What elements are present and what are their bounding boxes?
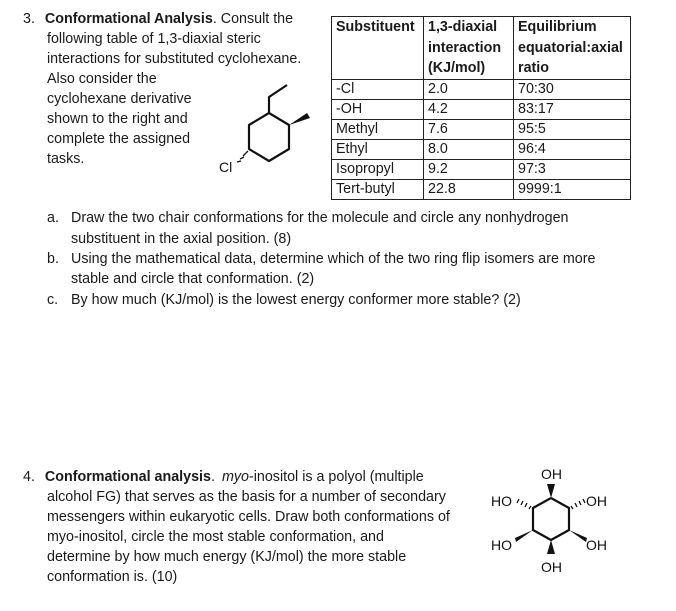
header-line: equatorial:axial bbox=[518, 39, 623, 56]
inositol-label-right-lower: OH bbox=[586, 537, 607, 553]
task-b-line-1: Using the mathematical data, determine which of the two ring flip isomers are more bbox=[71, 251, 596, 267]
header-line: interaction bbox=[428, 39, 502, 56]
table-header-substituent bbox=[332, 17, 424, 80]
q4-line1-rest: -inositol is a polyol (multiple bbox=[248, 469, 424, 485]
q3-intro-3: Also consider the bbox=[47, 71, 157, 87]
q4-line-4: myo-inositol, circle the most stable conformation, and bbox=[47, 529, 384, 545]
table-cell: 8.0 bbox=[424, 139, 514, 159]
task-b-line-2: stable and circle that conformation. (2) bbox=[71, 271, 315, 287]
table-cell: 97:3 bbox=[514, 159, 631, 179]
q3-number: 3. bbox=[23, 11, 35, 27]
q3-intro-2: interactions for substituted cyclohexane. bbox=[47, 51, 302, 67]
q3-intro-4: cyclohexane derivative bbox=[47, 91, 192, 107]
q3-intro-7: tasks. bbox=[47, 151, 85, 167]
q4-italic-word: myo bbox=[221, 469, 249, 485]
inositol-label-left-upper: HO bbox=[491, 493, 512, 509]
table-cell: 70:30 bbox=[514, 79, 631, 99]
q4-myo-inositol-structure bbox=[485, 462, 620, 582]
q4-line-3: messengers within eukaryotic cells. Draw both conformations of bbox=[47, 509, 450, 525]
table-cell: 2.0 bbox=[424, 79, 514, 99]
table-cell: 22.8 bbox=[424, 179, 514, 199]
inositol-label-left-lower: HO bbox=[491, 537, 512, 553]
inositol-label-top: OH bbox=[541, 466, 562, 482]
q4-title: Conformational analysis bbox=[44, 469, 211, 485]
table-cell: 9.2 bbox=[424, 159, 514, 179]
table-row bbox=[332, 159, 631, 179]
q3-line-1 bbox=[23, 10, 293, 30]
q4-line-1 bbox=[23, 468, 424, 488]
q4-line-6: conformation is. (10) bbox=[47, 569, 178, 585]
task-b-letter: b. bbox=[47, 251, 59, 267]
q3-intro-1: following table of 1,3-diaxial steric bbox=[47, 31, 261, 47]
table-header-interaction bbox=[424, 17, 514, 80]
task-a-line-2: substituent in the axial position. (8) bbox=[71, 231, 292, 247]
q4-number: 4. bbox=[23, 469, 35, 485]
q3-intro-5: shown to the right and bbox=[47, 111, 188, 127]
task-c-letter: c. bbox=[47, 292, 59, 308]
table-cell: 9999:1 bbox=[514, 179, 631, 199]
q3-structure-cl-label: Cl bbox=[219, 159, 233, 175]
table-cell: Isopropyl bbox=[332, 159, 424, 179]
q3-steric-table bbox=[331, 16, 631, 200]
q4-title-suffix: . bbox=[210, 469, 215, 485]
table-cell: 7.6 bbox=[424, 119, 514, 139]
q3-cyclohexane-structure bbox=[212, 80, 327, 180]
table-cell: 96:4 bbox=[514, 139, 631, 159]
table-cell: 95:5 bbox=[514, 119, 631, 139]
table-cell: -OH bbox=[332, 99, 424, 119]
q4-line-2: alcohol FG) that serves as the basis for a number of secondary bbox=[47, 489, 446, 505]
header-line: ratio bbox=[518, 60, 549, 76]
task-c-line-1: By how much (KJ/mol) is the lowest energy conformer more stable? (2) bbox=[71, 292, 521, 308]
q3-intro-6: complete the assigned bbox=[47, 131, 191, 147]
table-cell: Methyl bbox=[332, 119, 424, 139]
header-line: Equilibrium bbox=[518, 19, 597, 35]
question-4 bbox=[0, 460, 676, 610]
table-row bbox=[332, 99, 631, 119]
inositol-label-right-upper: OH bbox=[586, 493, 607, 509]
task-a-letter: a. bbox=[47, 210, 59, 226]
table-cell: 83:17 bbox=[514, 99, 631, 119]
table-cell: Tert-butyl bbox=[332, 179, 424, 199]
table-header-ratio bbox=[514, 17, 631, 80]
table-row bbox=[332, 139, 631, 159]
q3-title: Conformational Analysis bbox=[44, 11, 213, 27]
table-row bbox=[332, 179, 631, 199]
table-row bbox=[332, 79, 631, 99]
header-line: 1,3-diaxial bbox=[428, 19, 498, 35]
header-line: (KJ/mol) bbox=[428, 60, 486, 76]
table-cell: -Cl bbox=[332, 79, 424, 99]
table-cell: 4.2 bbox=[424, 99, 514, 119]
task-a-line-1: Draw the two chair conformations for the molecule and circle any nonhydrogen bbox=[71, 210, 569, 226]
inositol-label-bottom: OH bbox=[541, 559, 562, 575]
q3-intro-0: . Consult the bbox=[212, 11, 294, 27]
table-row bbox=[332, 119, 631, 139]
table-header-row bbox=[332, 17, 631, 80]
header-line: Substituent bbox=[336, 19, 415, 35]
q4-line-5: determine by how much energy (KJ/mol) the more stable bbox=[47, 549, 407, 565]
table-cell: Ethyl bbox=[332, 139, 424, 159]
